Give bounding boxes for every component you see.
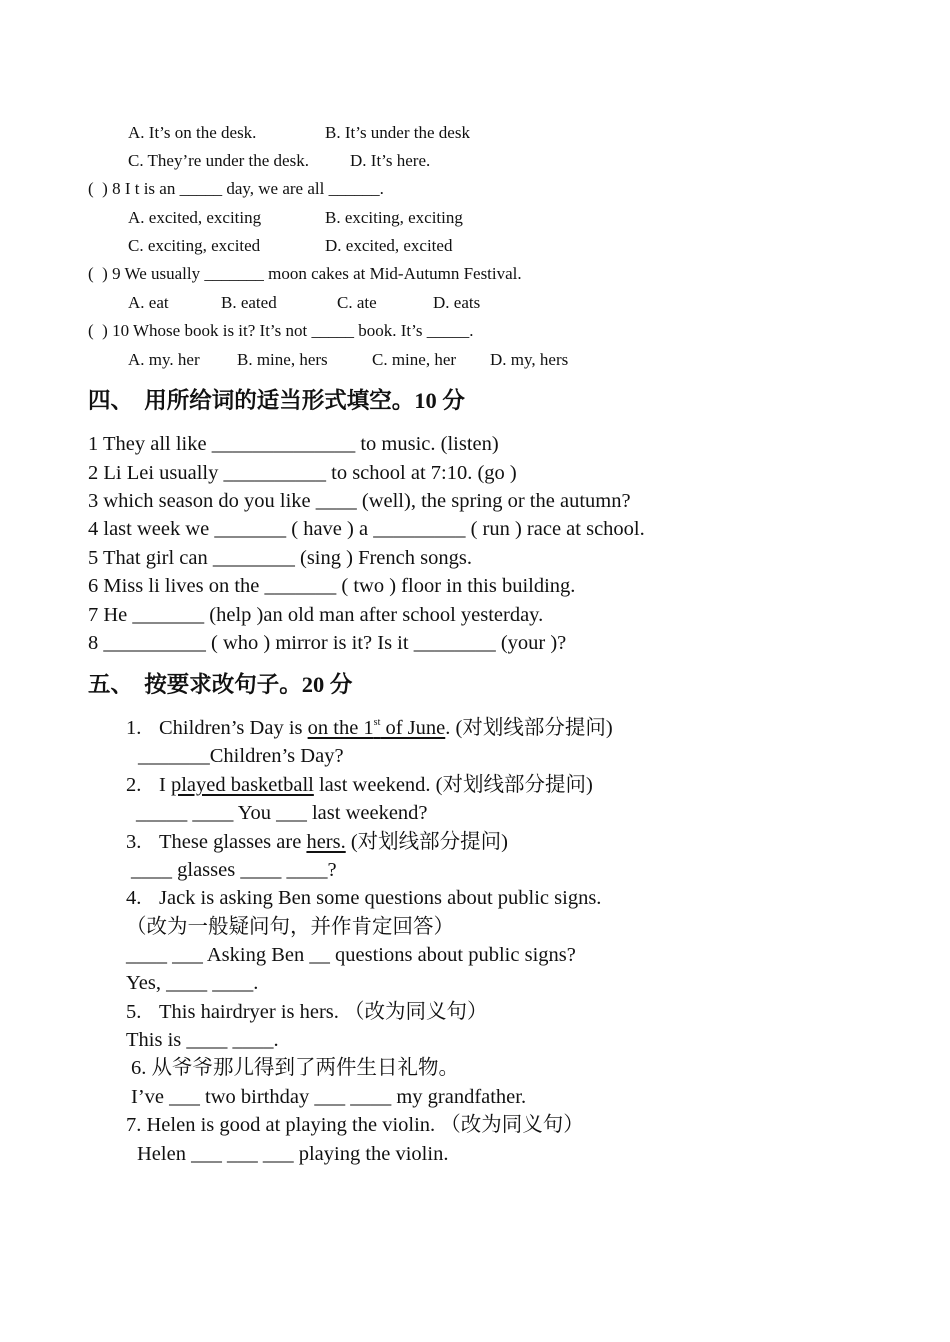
item-sentence: 7. Helen is good at playing the violin. （改为同义句） [126,1114,584,1136]
answer-line: This is ____ ____. [126,1029,279,1051]
instruction: (对划线部分提问) [345,831,508,853]
underlined-part [308,717,446,739]
underlined-part: hers. [306,831,346,853]
item-sentence [159,832,508,853]
answer-line: I’ve ___ two birthday ___ ____ my grandfather. [131,1086,527,1108]
mc-question-8: ( ) 8 I t is an _____ day, we are all ______. [88,179,384,198]
option-b: B. exciting, exciting [325,208,463,227]
instruction: . (对划线部分提问) [445,717,613,739]
answer-line: ____ glasses ____ ____? [131,859,337,881]
item-number: 3. [126,831,142,853]
fill-item: 8 __________ ( who ) mirror is it? Is it ________ (your )? [88,632,567,654]
mc-question-9: ( ) 9 We usually _______ moon cakes at Mid-Autumn Festival. [88,264,522,283]
option-d: D. It’s here. [350,151,431,170]
fill-item: 5 That girl can ________ (sing ) French songs. [88,547,472,569]
answer-line: _______Children’s Day? [138,745,344,767]
answer-line: Helen ___ ___ ___ playing the violin. [137,1143,449,1165]
option-b: B. eated [221,293,277,312]
item-sentence: 6. 从爷爷那儿得到了两件生日礼物。 [131,1057,459,1079]
sentence-text: Children’s Day is [159,717,308,739]
option-a: A. excited, exciting [128,208,262,227]
fill-item: 3 which season do you like ____ (well), the spring or the autumn? [88,490,631,512]
item-sentence: This hairdryer is hers. （改为同义句） [159,1001,488,1023]
item-number: 5. [126,1001,142,1023]
option-c: C. ate [337,293,377,312]
item-sentence [159,718,613,739]
item-number: 1. [126,717,142,739]
option-c: C. exciting, excited [128,236,261,255]
option-d: D. excited, excited [325,236,453,255]
fill-item: 4 last week we _______ ( have ) a _________ ( run ) race at school. [88,518,645,540]
fill-item: 7 He _______ (help )an old man after school yesterday. [88,604,544,626]
option-a: A. eat [128,293,169,312]
sentence-text: I [159,774,171,796]
item-number: 4. [126,887,142,909]
option-a: A. It’s on the desk. [128,123,257,142]
option-d: D. eats [433,293,481,312]
item-sentence: Jack is asking Ben some questions about public signs. [159,887,602,909]
answer-line: ____ ___ Asking Ben __ questions about public signs? [126,944,576,966]
underlined-part: played basketball [170,774,314,796]
item-sentence [159,775,593,796]
option-b: B. mine, hers [237,350,328,369]
option-a: A. my. her [128,350,200,369]
answer-line: _____ ____ You ___ last weekend? [136,802,428,824]
fill-item: 6 Miss li lives on the _______ ( two ) floor in this building. [88,575,576,597]
section-5-heading: 五、 按要求改句子。20 分 [88,672,353,697]
fill-item: 1 They all like ______________ to music. (listen) [88,433,499,455]
underlined-text: on the 1 [307,717,374,739]
instruction: last weekend. (对划线部分提问) [313,774,593,796]
option-d: D. my, hers [490,350,569,369]
instruction: （改为一般疑问句，并作肯定回答） [126,916,454,938]
underlined-text: of June [380,717,446,739]
section-4-heading: 四、 用所给词的适当形式填空。10 分 [88,388,465,413]
fill-item: 2 Li Lei usually __________ to school at 7:10. (go ) [88,462,517,484]
item-number: 2. [126,774,142,796]
sentence-text: These glasses are [159,831,307,853]
ordinal-suffix: st [373,717,381,728]
option-c: C. They’re under the desk. [128,151,309,170]
option-b: B. It’s under the desk [325,123,470,142]
option-c: C. mine, her [372,350,457,369]
mc-question-10: ( ) 10 Whose book is it? It’s not _____ book. It’s _____. [88,321,474,340]
answer-line: Yes, ____ ____. [126,972,259,994]
